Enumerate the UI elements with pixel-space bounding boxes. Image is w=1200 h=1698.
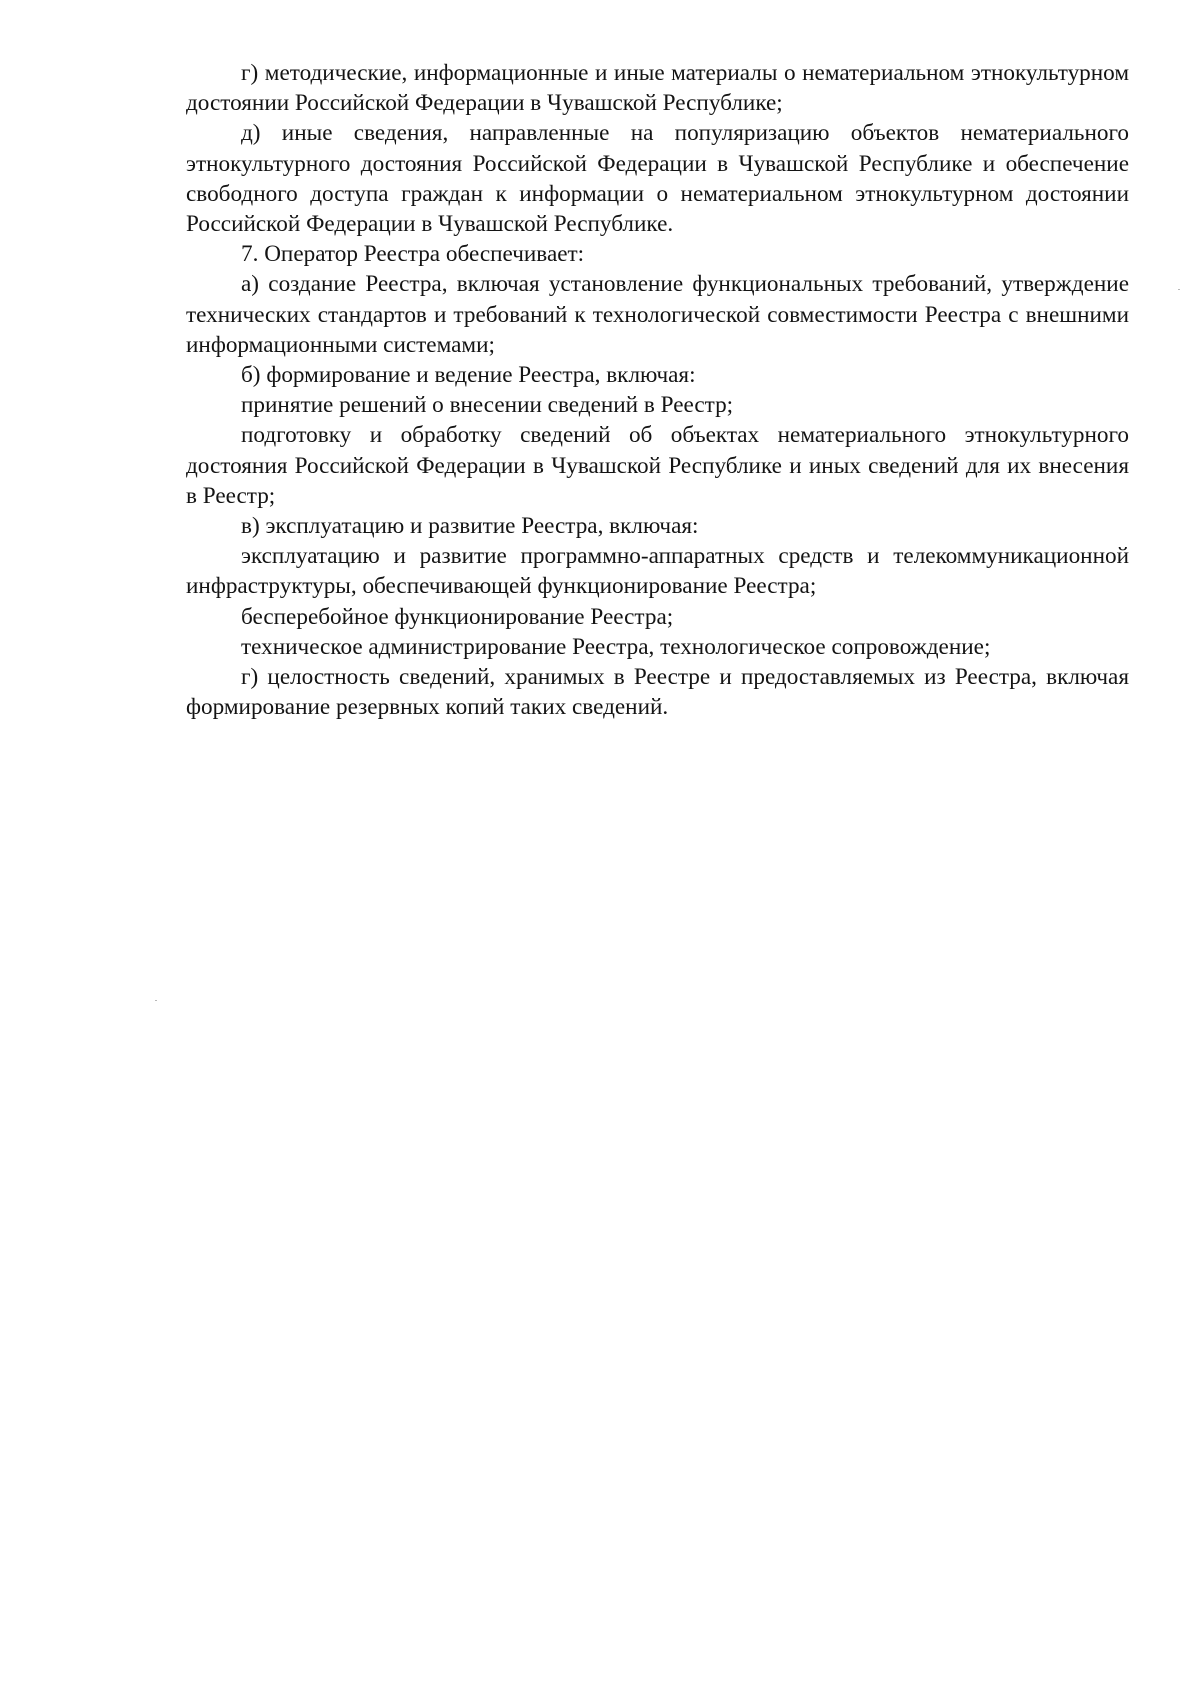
document-body (186, 58, 1129, 722)
scan-speck (155, 1000, 157, 1001)
paragraph-decision-making: принятие решений о внесении сведений в Реестр; (241, 392, 734, 419)
paragraph-technical-administration: техническое администрирование Реестра, технологическое сопровождение; (241, 633, 991, 660)
paragraph-infrastructure: эксплуатацию и развитие программно-аппаратных средств и телекоммуникационной инфраструктуры, обеспечивающей функционирование Реестра; (186, 543, 1129, 600)
paragraph-data-preparation: подготовку и обработку сведений об объектах нематериального этнокультурного достояния Российской Федерации в Чувашской Республике и иных сведений для их внесения в Реестр; (186, 422, 1129, 509)
paragraph-item-b-maintenance: б) формирование и ведение Реестра, включая: (241, 362, 696, 389)
paragraph-uninterrupted-operation: бесперебойное функционирование Реестра; (241, 603, 674, 630)
paragraph-item-a-creation: а) создание Реестра, включая установление функциональных требований, утверждение технических стандартов и требований к технологической совместимости Реестра с внешними информационными системами; (186, 271, 1129, 358)
paragraph-item-g-materials: г) методические, информационные и иные материалы о нематериальном этнокультурном достоянии Российской Федерации в Чувашской Республике; (186, 60, 1129, 117)
paragraph-item-d-other-info: д) иные сведения, направленные на популяризацию объектов нематериального этнокультурного достояния Российской Федерации в Чувашской Республике и обеспечение свободного доступа граждан к информации о нематериальном этнокультурном достоянии Российской Федерации в Чувашской Республике. (186, 120, 1129, 238)
paragraph-item-g-integrity: г) целостность сведений, хранимых в Реестре и предоставляемых из Реестра, включая формирование резервных копий таких сведений. (186, 664, 1129, 721)
scan-speck (1178, 289, 1180, 290)
paragraph-section-7-heading: 7. Оператор Реестра обеспечивает: (241, 241, 585, 268)
paragraph-item-v-operation: в) эксплуатацию и развитие Реестра, включая: (241, 513, 699, 540)
